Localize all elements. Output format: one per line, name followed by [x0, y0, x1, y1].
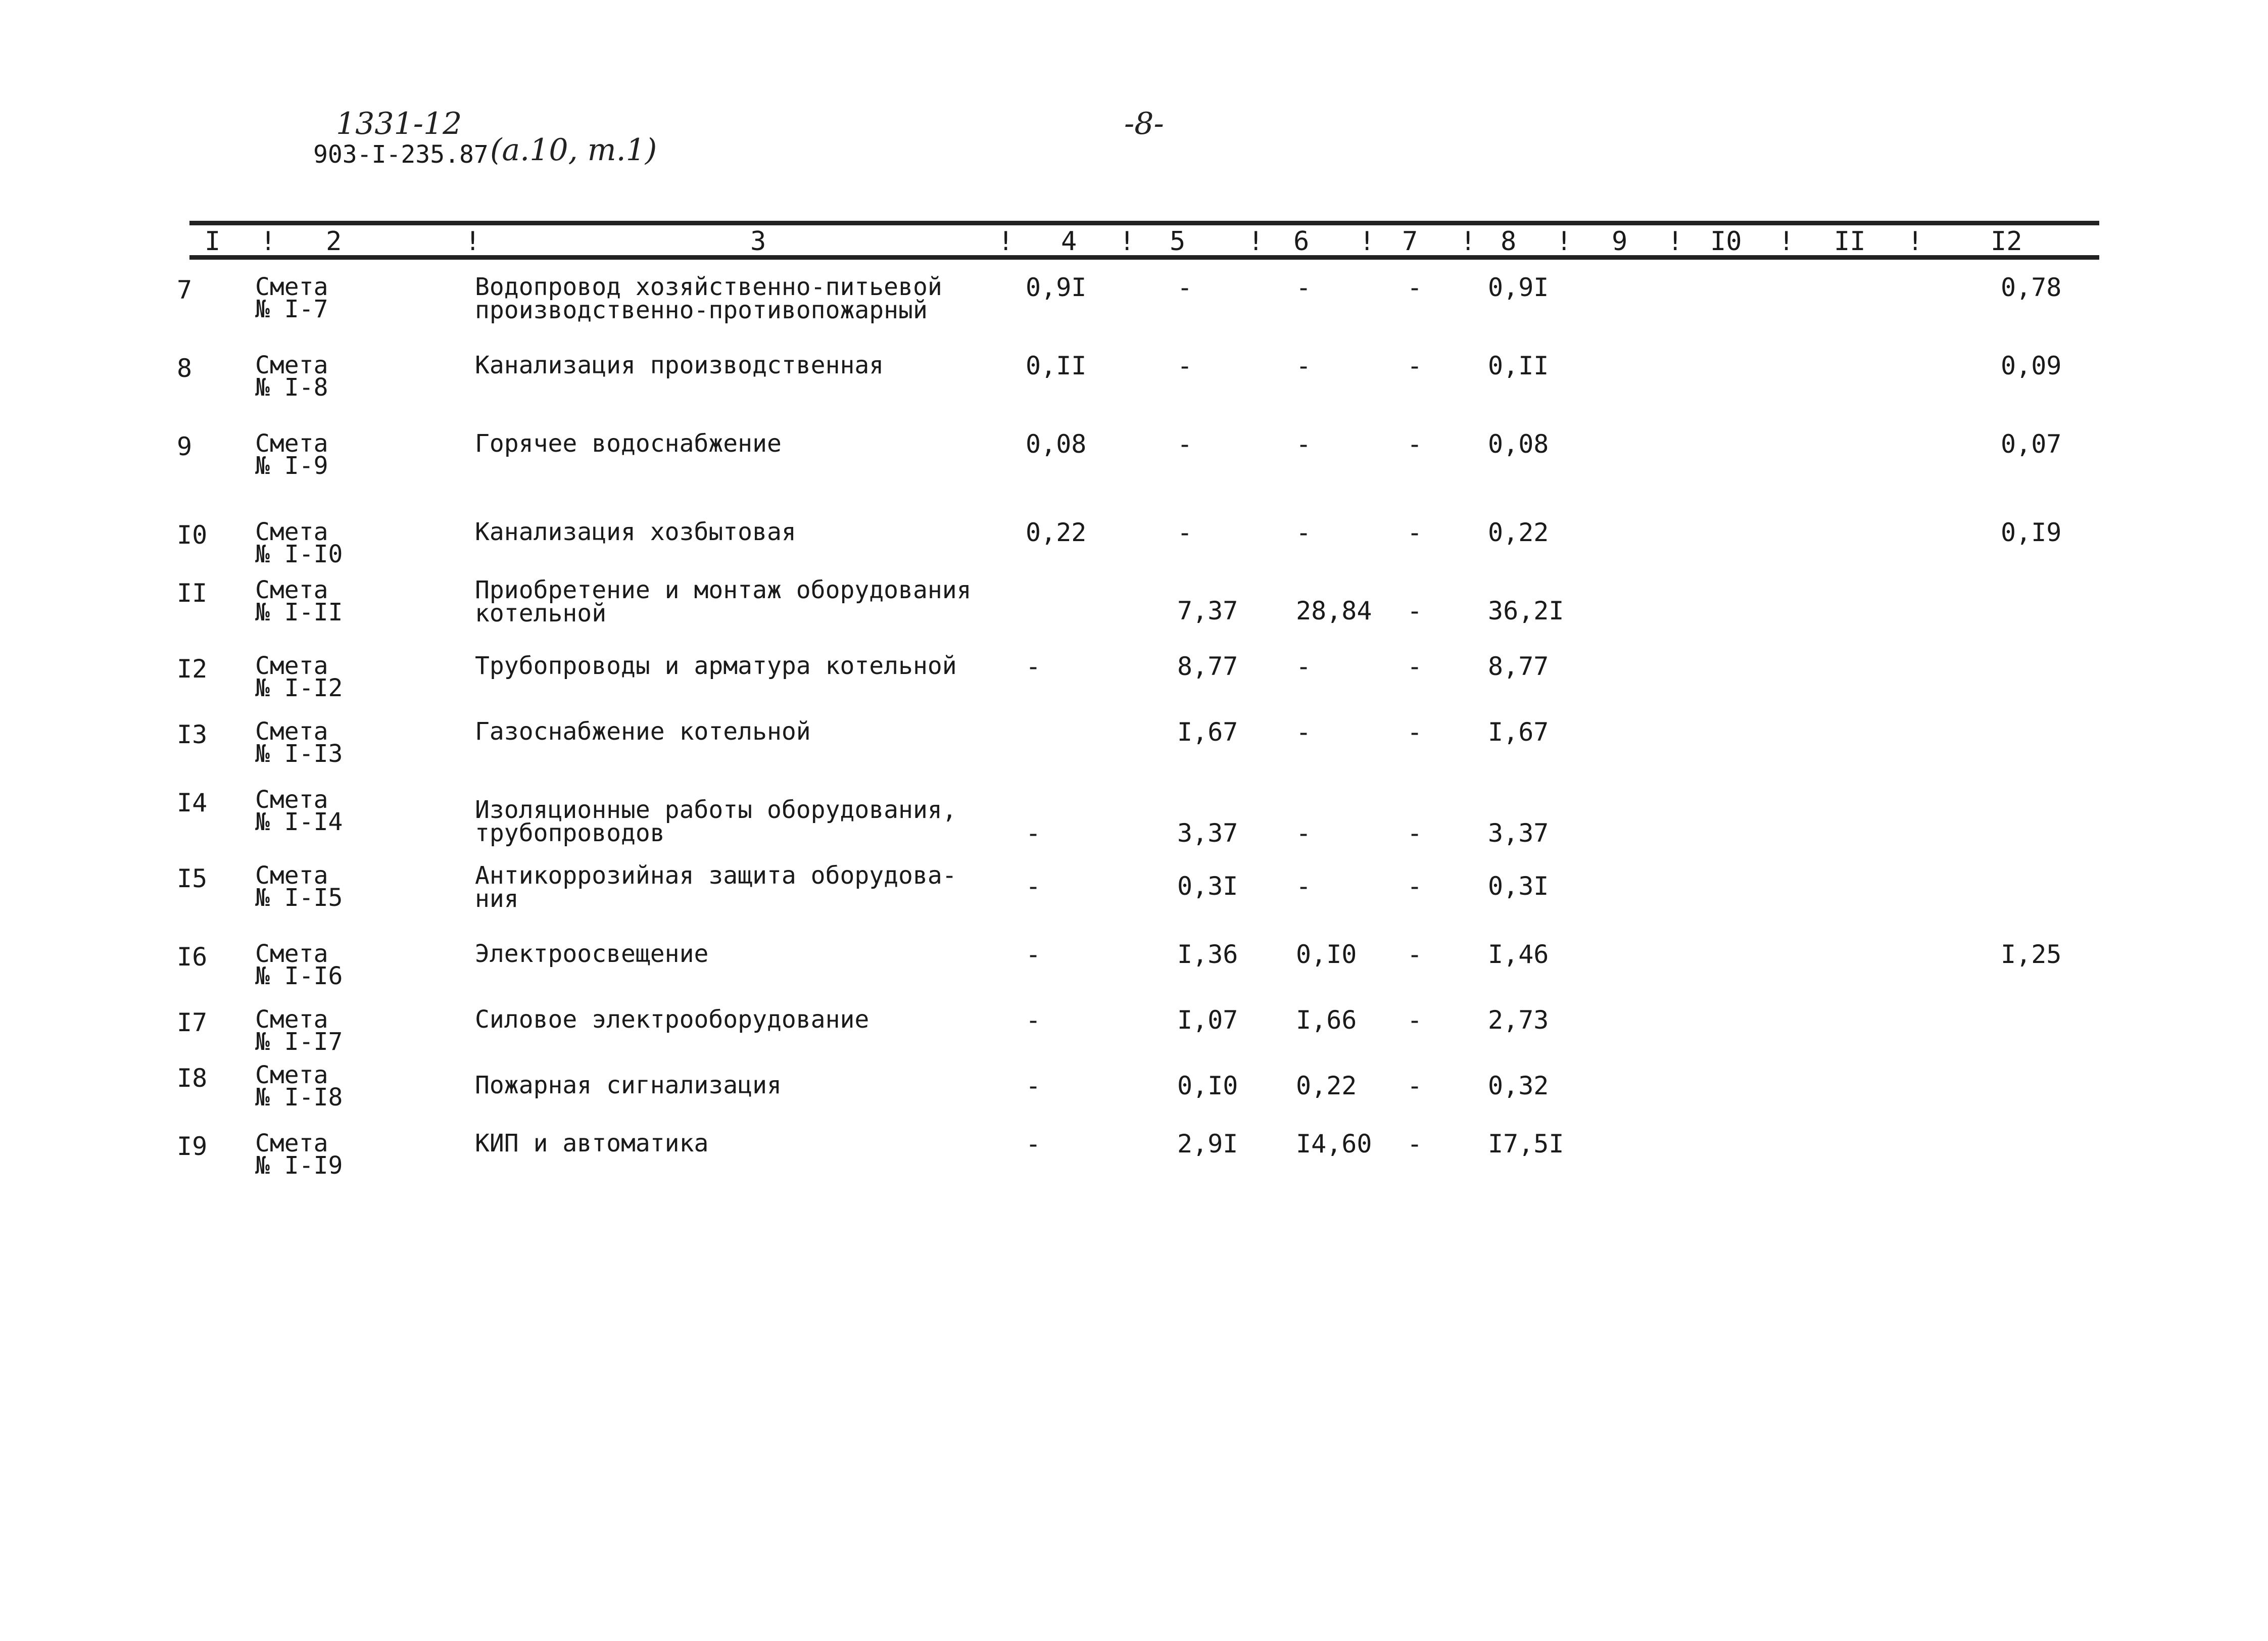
cell-c6: -	[1296, 818, 1312, 848]
smeta-label: Смета	[255, 652, 328, 680]
cell-c5: -	[1177, 351, 1193, 380]
column-separator: !	[1359, 226, 1375, 257]
work-name	[475, 717, 811, 746]
smeta-label: Смета	[255, 351, 328, 379]
cell-c8: I7,5I	[1488, 1129, 1564, 1159]
smeta-label: Смета	[255, 518, 328, 546]
work-name-line: Горячее водоснабжение	[475, 429, 782, 458]
row-number: II	[177, 578, 208, 608]
table-top-rule	[189, 221, 2099, 225]
cell-c8: 36,2I	[1488, 596, 1564, 625]
work-name-line: Водопровод хозяйственно-питьевой	[475, 273, 942, 301]
cell-c7: -	[1407, 518, 1423, 547]
work-name	[475, 520, 796, 544]
cell-c8: 0,3I	[1488, 872, 1549, 901]
cell-c8: 0,08	[1488, 429, 1549, 459]
row-number: 9	[177, 432, 192, 461]
cell-c8: I,67	[1488, 717, 1549, 747]
smeta-number: № I-I5	[255, 884, 343, 912]
column-separator: !	[465, 226, 481, 257]
work-name	[475, 861, 957, 913]
work-name	[475, 275, 942, 322]
work-name-line: Приобретение и монтаж оборудования	[475, 576, 972, 604]
work-name-line: Трубопроводы и арматура котельной	[475, 652, 957, 680]
cell-c7: -	[1407, 429, 1423, 459]
cell-c5: 3,37	[1177, 818, 1238, 848]
work-name-line: ния	[475, 885, 519, 913]
page-number: -8-	[1124, 106, 1164, 141]
column-separator: !	[1119, 226, 1135, 257]
cell-c5: I,67	[1177, 717, 1238, 747]
column-separator: !	[260, 226, 276, 257]
smeta-number: № I-7	[255, 295, 328, 323]
cell-c7: -	[1407, 596, 1423, 625]
smeta-number: № I-8	[255, 373, 328, 402]
cell-c5: 0,I0	[1177, 1071, 1238, 1100]
cell-c4: -	[1026, 818, 1041, 848]
column-separator: !	[1460, 226, 1476, 257]
smeta-label: Смета	[255, 786, 328, 814]
work-name	[475, 351, 884, 379]
work-name-line: Электроосвещение	[475, 940, 709, 968]
row-number: I5	[177, 864, 208, 893]
cell-c5: -	[1177, 429, 1193, 459]
column-header: 2	[326, 226, 342, 257]
cell-c12: I,25	[2001, 940, 2062, 969]
cell-c5: 7,37	[1177, 596, 1238, 625]
smeta-label: Смета	[255, 273, 328, 301]
cell-c6: -	[1296, 652, 1312, 681]
cell-c4: -	[1026, 872, 1041, 901]
cell-c7: -	[1407, 818, 1423, 848]
cell-c12: 0,I9	[2001, 518, 2062, 547]
row-number: I4	[177, 788, 208, 817]
cell-c5: I,07	[1177, 1005, 1238, 1035]
column-header: I2	[1991, 226, 2022, 257]
work-name-line: КИП и автоматика	[475, 1129, 709, 1157]
cell-c8: 0,II	[1488, 351, 1549, 380]
cell-c5: -	[1177, 518, 1193, 547]
row-number: 7	[177, 275, 192, 305]
work-name-line: трубопроводов	[475, 819, 665, 847]
column-separator: !	[1667, 226, 1683, 257]
cell-c6: 0,22	[1296, 1071, 1357, 1100]
cell-c5: 8,77	[1177, 652, 1238, 681]
smeta-label: Смета	[255, 1005, 328, 1034]
smeta-label: Смета	[255, 861, 328, 890]
column-header: 9	[1612, 226, 1628, 257]
cell-c4: -	[1026, 652, 1041, 681]
column-header: 7	[1402, 226, 1418, 257]
smeta-number: № I-I3	[255, 740, 343, 768]
column-separator: !	[1556, 226, 1572, 257]
cell-c8: 0,32	[1488, 1071, 1549, 1100]
work-name	[475, 1005, 870, 1034]
cell-c7: -	[1407, 273, 1423, 302]
work-name	[475, 1071, 782, 1099]
work-name	[475, 942, 708, 966]
cell-c4: -	[1026, 1005, 1041, 1035]
cell-c6: -	[1296, 518, 1312, 547]
cell-c6: -	[1296, 429, 1312, 459]
work-name-line: Пожарная сигнализация	[475, 1071, 782, 1099]
work-name	[475, 1129, 709, 1157]
cell-c8: I,46	[1488, 940, 1549, 969]
cell-c6: -	[1296, 872, 1312, 901]
handwritten-reference: (a.10, т.1)	[490, 132, 657, 168]
cell-c5: I,36	[1177, 940, 1238, 969]
cell-c12: 0,78	[2001, 273, 2062, 302]
work-name-line: производственно-противопожарный	[475, 296, 928, 324]
cell-c4: 0,9I	[1026, 273, 1087, 302]
column-separator: !	[998, 226, 1014, 257]
smeta-label: Смета	[255, 1061, 328, 1089]
column-header: II	[1834, 226, 1866, 257]
cell-c7: -	[1407, 1129, 1423, 1159]
row-number: I3	[177, 720, 208, 749]
cell-c6: -	[1296, 273, 1312, 302]
smeta-number: № I-9	[255, 452, 328, 480]
cell-c8: 0,22	[1488, 518, 1549, 547]
column-header: I0	[1710, 226, 1742, 257]
work-name-line: Антикоррозийная защита оборудова-	[475, 861, 957, 890]
row-number: I0	[177, 520, 208, 550]
cell-c7: -	[1407, 717, 1423, 747]
smeta-label: Смета	[255, 576, 328, 604]
work-name-line: Канализация хозбытовая	[475, 518, 796, 546]
column-header: 8	[1501, 226, 1517, 257]
cell-c12: 0,07	[2001, 429, 2062, 459]
cell-c6: 28,84	[1296, 596, 1372, 625]
work-name	[475, 654, 957, 678]
cell-c7: -	[1407, 652, 1423, 681]
cell-c6: I4,60	[1296, 1129, 1372, 1159]
work-name-line: Силовое электрооборудование	[475, 1005, 870, 1034]
cell-c4: 0,II	[1026, 351, 1087, 380]
row-number: I6	[177, 942, 208, 972]
smeta-label: Смета	[255, 717, 328, 746]
cell-c7: -	[1407, 1005, 1423, 1035]
cell-c4: -	[1026, 1071, 1041, 1100]
column-separator: !	[1248, 226, 1264, 257]
smeta-label: Смета	[255, 429, 328, 458]
cell-c6: -	[1296, 717, 1312, 747]
cell-c4: -	[1026, 940, 1041, 969]
work-name-line: Газоснабжение котельной	[475, 717, 811, 746]
row-number: I8	[177, 1064, 208, 1093]
cell-c5: 0,3I	[1177, 872, 1238, 901]
handwritten-code: 1331-12	[336, 106, 462, 141]
smeta-number: № I-I2	[255, 674, 343, 702]
cell-c4: 0,22	[1026, 518, 1087, 547]
row-number: I7	[177, 1008, 208, 1037]
cell-c4: 0,08	[1026, 429, 1087, 459]
cell-c4: -	[1026, 1129, 1041, 1159]
column-separator: !	[1907, 226, 1923, 257]
cell-c7: -	[1407, 1071, 1423, 1100]
smeta-number: № I-II	[255, 598, 343, 626]
cell-c8: 3,37	[1488, 818, 1549, 848]
column-header: I	[205, 226, 221, 257]
cell-c8: 8,77	[1488, 652, 1549, 681]
cell-c6: 0,I0	[1296, 940, 1357, 969]
work-name	[475, 429, 782, 458]
cell-c8: 0,9I	[1488, 273, 1549, 302]
cell-c8: 2,73	[1488, 1005, 1549, 1035]
cell-c7: -	[1407, 872, 1423, 901]
row-number: 8	[177, 354, 192, 383]
column-separator: !	[1778, 226, 1795, 257]
column-header: 3	[750, 226, 766, 257]
cell-c5: -	[1177, 273, 1193, 302]
cell-c12: 0,09	[2001, 351, 2062, 380]
row-number: I2	[177, 654, 208, 684]
row-number: I9	[177, 1132, 208, 1161]
work-name	[475, 798, 957, 845]
work-name-line: Изоляционные работы оборудования,	[475, 796, 957, 824]
smeta-number: № I-I8	[255, 1083, 343, 1112]
smeta-number: № I-I6	[255, 962, 343, 990]
smeta-label: Смета	[255, 1129, 328, 1157]
column-header: 4	[1061, 226, 1077, 257]
document-code: 903-I-235.87	[313, 140, 489, 169]
column-header: 5	[1170, 226, 1186, 257]
column-header: 6	[1293, 226, 1310, 257]
cell-c7: -	[1407, 351, 1423, 380]
smeta-number: № I-I0	[255, 540, 343, 568]
cell-c6: I,66	[1296, 1005, 1357, 1035]
work-name-line: котельной	[475, 599, 607, 628]
smeta-number: № I-I7	[255, 1028, 343, 1056]
smeta-number: № I-I4	[255, 808, 343, 836]
smeta-number: № I-I9	[255, 1151, 343, 1180]
work-name	[475, 576, 972, 628]
cell-c6: -	[1296, 351, 1312, 380]
cell-c7: -	[1407, 940, 1423, 969]
work-name-line: Канализация производственная	[475, 351, 884, 379]
smeta-label: Смета	[255, 940, 328, 968]
cell-c5: 2,9I	[1177, 1129, 1238, 1159]
